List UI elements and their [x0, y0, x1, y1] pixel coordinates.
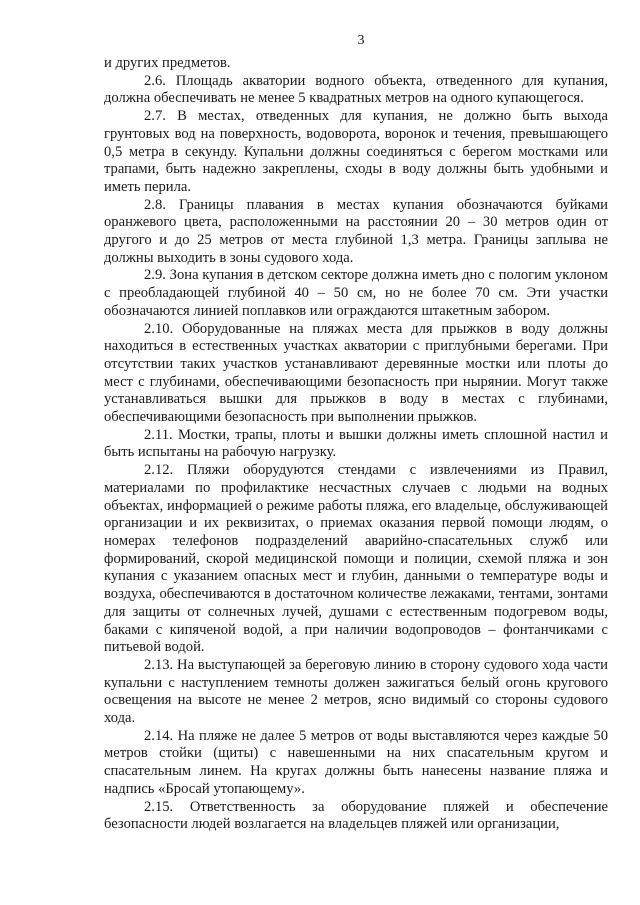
paragraph-2-6: 2.6. Площадь акватории водного объекта, отведенного для купания, должна обеспечивать не менее 5 квадратных метров на одного купающегося.	[104, 72, 608, 107]
paragraph-2-10: 2.10. Оборудованные на пляжах места для прыжков в воду должны находиться в естественных участках акватории с приглубными берегами. При отсутствии таких участков устанавливают деревянные мостки или плоты до мест с глубинами, обеспечивающими безопасность при нырянии. Могут также устанавливаться вышки для прыжков в воду в местах с глубинами, обеспечивающими безопасность при выполнении прыжков.	[104, 320, 608, 426]
page-number: 3	[357, 33, 365, 48]
paragraph-2-15: 2.15. Ответственность за оборудование пляжей и обеспечение безопасности людей возлагается на владельцев пляжей или организации,	[104, 798, 608, 833]
paragraph-2-14: 2.14. На пляже не далее 5 метров от воды выставляются через каждые 50 метров стойки (щиты) с навешенными на них спасательным кругом и спасательным линем. На кругах должны быть нанесены название пляжа и надпись «Бросай утопающему».	[104, 727, 608, 797]
paragraph-2-9: 2.9. Зона купания в детском секторе должна иметь дно с пологим уклоном с преобладающей глубиной 40 – 50 см, но не более 70 см. Эти участки обозначаются линией поплавков или ограждаются штакетным забором.	[104, 267, 608, 319]
paragraph-2-13: 2.13. На выступающей за береговую линию в сторону судового хода части купальни с наступлением темноты должен зажигаться белый огонь кругового освещения на высоте не менее 2 метров, ясно видимый со стороны судового хода.	[104, 656, 608, 727]
paragraph-2-7: 2.7. В местах, отведенных для купания, не должно быть выхода грунтовых вод на поверхность, водоворота, воронок и течения, превышающего 0,5 метра в секунду. Купальни должны соединяться с берегом мостками или трапами, быть надежно закреплены, сходы в воду должны быть удобными и иметь перила.	[104, 108, 608, 195]
paragraph-continuation: и других предметов.	[104, 55, 231, 71]
paragraph-2-8: 2.8. Границы плавания в местах купания обозначаются буйками оранжевого цвета, расположенными на расстоянии 20 – 30 метров один от другого и до 25 метров от места глубиной 1,3 метра. Границы заплыва не должны выходить в зоны судового хода.	[104, 196, 608, 266]
paragraph-2-11: 2.11. Мостки, трапы, плоты и вышки должны иметь сплошной настил и быть испытаны на рабочую нагрузку.	[104, 426, 608, 461]
paragraph-2-12: 2.12. Пляжи оборудуются стендами с извлечениями из Правил, материалами по профилактике несчастных случаев с людьми на водных объектах, информацией о режиме работы пляжа, его владельце, обслуживающей организации и их реквизитах, о приемах оказания первой помощи людям, о номерах телефонов подразделений аварийно-спасательных служб или формирований, скорой медицинской помощи и полиции, схемой пляжа и зон купания с указанием опасных мест и глубин, данными о температуре воды и воздуха, обеспечиваются в достаточном количестве лежаками, тентами, зонтами для защиты от солнечных лучей, душами с естественным подогревом воды, баками с кипяченой водой, а при наличии водопроводов – фонтанчиками с питьевой водой.	[104, 462, 608, 656]
document-body	[104, 55, 608, 834]
